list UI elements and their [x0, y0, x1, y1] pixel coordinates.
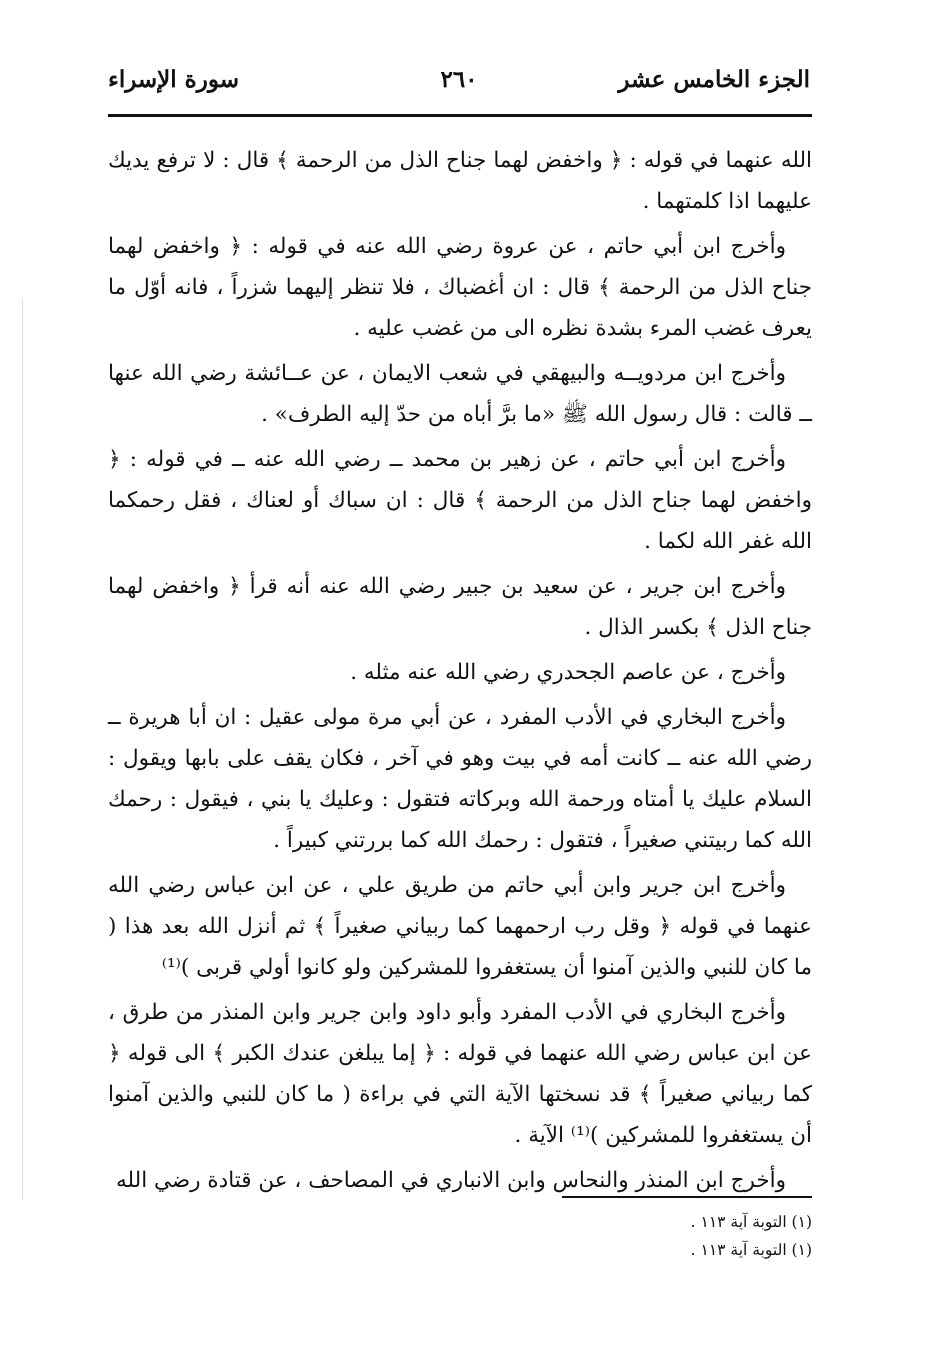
paragraph: وأخرج البخاري في الأدب المفرد ، عن أبي مرة مولى عقيل : ان أبا هريرة ــ رضي الله عنه ــ كانت أمه في بيت وهو في آخر ، فكان يقف على بابها ويقول : السلام عليك يا أمتاه ورحمة الله وبركاته فتقول : وعليك يا بني ، فيقول : رحمك الله كما ربيتني صغيراً ، فتقول : رحمك الله كما بررتني كبيراً .	[108, 705, 812, 853]
page-edge-line	[22, 300, 23, 1200]
header-divider	[108, 114, 812, 117]
paragraph: وأخرج ابن مردويــه والبيهقي في شعب الايمان ، عن عــائشة رضي الله عنها ــ قالت : قال رسول الله ﷺ «ما برَّ أباه من حدّ إليه الطرف» .	[108, 361, 812, 427]
paragraph: وأخرج ابن أبي حاتم ، عن زهير بن محمد ــ رضي الله عنه ــ في قوله : ﴿ واخفض لهما جناح الذل من الرحمة ﴾ قال : ان سباك أو لعناك ، فقل رحمكما الله غفر الله لكما .	[108, 447, 812, 554]
page-header	[108, 66, 810, 108]
paragraph: وأخرج البخاري في الأدب المفرد وأبو داود وابن جرير وابن المنذر من طرق ، عن ابن عباس رضي الله عنهما في قوله : ﴿ إما يبلغن عندك الكبر ﴾ الى قوله ﴿ كما ربياني صغيراً ﴾ قد نسختها الآية التي في براءة ( ما كان للنبي والذين آمنوا أن يستغفروا للمشركين )⁽¹⁾ الآية .	[108, 1000, 812, 1148]
paragraph: وأخرج ابن جرير وابن أبي حاتم من طريق علي ، عن ابن عباس رضي الله عنهما في قوله ﴿ وقل رب ارحمهما كما ربياني صغيراً ﴾ ثم أنزل الله بعد هذا ( ما كان للنبي والذين آمنوا أن يستغفروا للمشركين ولو كانوا أولي قربى )⁽¹⁾	[108, 873, 812, 980]
footnote: (١) التوبة آية ١١٣ .	[690, 1241, 812, 1259]
header-surah-title: سورة الإسراء	[108, 66, 239, 93]
header-part-title: الجزء الخامس عشر	[618, 66, 810, 93]
paragraph: وأخرج ابن أبي حاتم ، عن عروة رضي الله عنه في قوله : ﴿ واخفض لهما جناح الذل من الرحمة ﴾ قال : ان أغضباك ، فلا تنظر إليهما شزراً ، فانه أوّل ما يعرف غضب المرء بشدة نظره الى من غضب عليه .	[108, 234, 812, 341]
footnote: (١) التوبة آية ١١٣ .	[690, 1213, 812, 1231]
paragraph: وأخرج ابن المنذر والنحاس وابن الانباري في المصاحف ، عن قتادة رضي الله	[116, 1168, 786, 1193]
paragraph: الله عنهما في قوله : ﴿ واخفض لهما جناح الذل من الرحمة ﴾ قال : لا ترفع يديك عليهما اذا كلمتهما .	[108, 148, 812, 214]
paragraph: وأخرج ، عن عاصم الجحدري رضي الله عنه مثله .	[350, 660, 786, 685]
footnote-divider	[562, 1196, 812, 1198]
header-page-number: ٢٦٠	[440, 66, 478, 93]
main-text	[108, 140, 812, 1205]
footnotes	[560, 1208, 812, 1264]
paragraph: وأخرج ابن جرير ، عن سعيد بن جبير رضي الله عنه أنه قرأ ﴿ واخفض لهما جناح الذل ﴾ بكسر الذال .	[108, 574, 812, 640]
